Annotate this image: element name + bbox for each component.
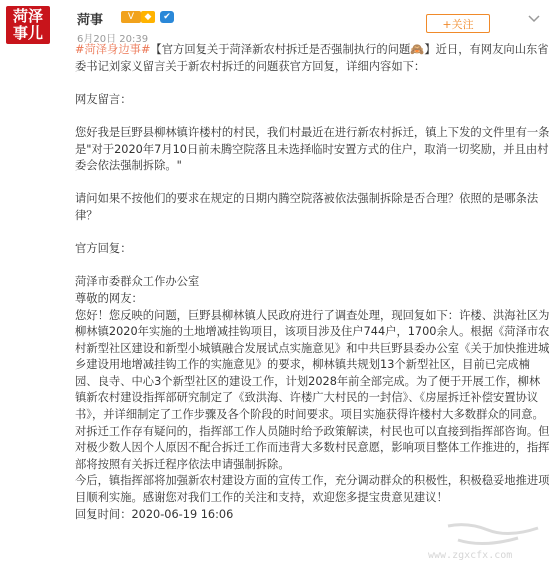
official-heading: 官方回复： (75, 242, 132, 256)
vip-icon: ◆ (141, 11, 155, 23)
post-timestamp[interactable]: 6月20日 20:39 (77, 34, 149, 45)
reply-time: 回复时间：2020-06-19 16:06 (75, 507, 234, 521)
netizen-question: 请问如果不按他们的要求在规定的日期内腾空院落被依法强制拆除是否合理？依照的是哪条法律？ (75, 192, 539, 222)
reply-closing: 今后，镇指挥部将加强新农村建设方面的宣传工作，充分调动群众的积极性，积极稳妥地推进项目顺利实施。感谢您对我们工作的关注和支持，欢迎您多提宝贵意见建议！ (75, 474, 550, 505)
verified-icon: V (121, 11, 141, 23)
office-name: 菏泽市委群众工作办公室 (75, 275, 200, 289)
watermark (428, 522, 554, 565)
hashtag-link[interactable]: #菏泽身边事# (75, 43, 151, 56)
netizen-heading: 网友留言： (75, 92, 132, 106)
post-header (0, 0, 554, 44)
avatar[interactable] (6, 6, 50, 44)
avatar-text-line1: 菏泽 (12, 7, 43, 25)
reply-body: 您好！您反映的问题，巨野县柳林镇人民政府进行了调查处理，现回复如下：许楼、洪海社区为柳林镇2020年实施的土地增减挂钩项目，该项目涉及住户744户，1700余人。根据《菏泽市农村新型社区建设和新型小城镇融合发展试点实施意见》和中共巨野县委办公室《关于加快推进城乡建设用地增减挂钩工作的实施意见》的要求，柳林镇共规划13个新型社区，目前已完成楠园、良寺、中心3个新型社区的建设工作，计划2028年前全部完成。为了便于开展工作，柳林镇新农村建设指挥部研究制定了《致洪海、许楼广大村民的一封信》、《房屋拆迁补偿安置协议书》，并详细制定了工作步骤及各个阶段的时间要求。项目实施获得许楼村大多数群众的同意。对拆迁工作存有疑问的，指挥部工作人员随时给予政策解读，村民也可以直接到指挥部咨询。但对极少数人因个人原因不配合拆迁工作而违背大多数村民意愿，影响项目整体工作推进的，指挥部将按照有关拆迁程序依法申请强制拆除。 (75, 308, 550, 471)
avatar-text-line2: 事儿 (12, 24, 43, 42)
netizen-message: 您好我是巨野县柳林镇许楼村的村民，我们村最近在进行新农村拆迁，镇上下发的文件里有一条是"对于2020年7月10日前未腾空院落且未选择临时安置方式的住户，取消一切奖励，并且由村委会依法强制拆除。" (75, 125, 550, 173)
shield-icon: ✔ (160, 11, 174, 23)
post-title-text: 【官方回复关于菏泽新农村拆迁是否强制执行的问题🙈】近日，有网友向山东省委书记刘家义留言关于新农村拆迁的问题获官方回复，详细内容如下： (75, 43, 549, 73)
salutation: 尊敬的网友： (75, 291, 143, 305)
watermark-text: www.zgxcfx.com (428, 550, 513, 561)
post-title (75, 42, 551, 75)
follow-button[interactable]: +关注 (426, 14, 490, 33)
watermark-logo-icon (428, 522, 554, 552)
post-content (75, 42, 551, 523)
account-name[interactable]: 菏事 (77, 13, 104, 28)
chevron-down-icon[interactable] (528, 12, 540, 26)
